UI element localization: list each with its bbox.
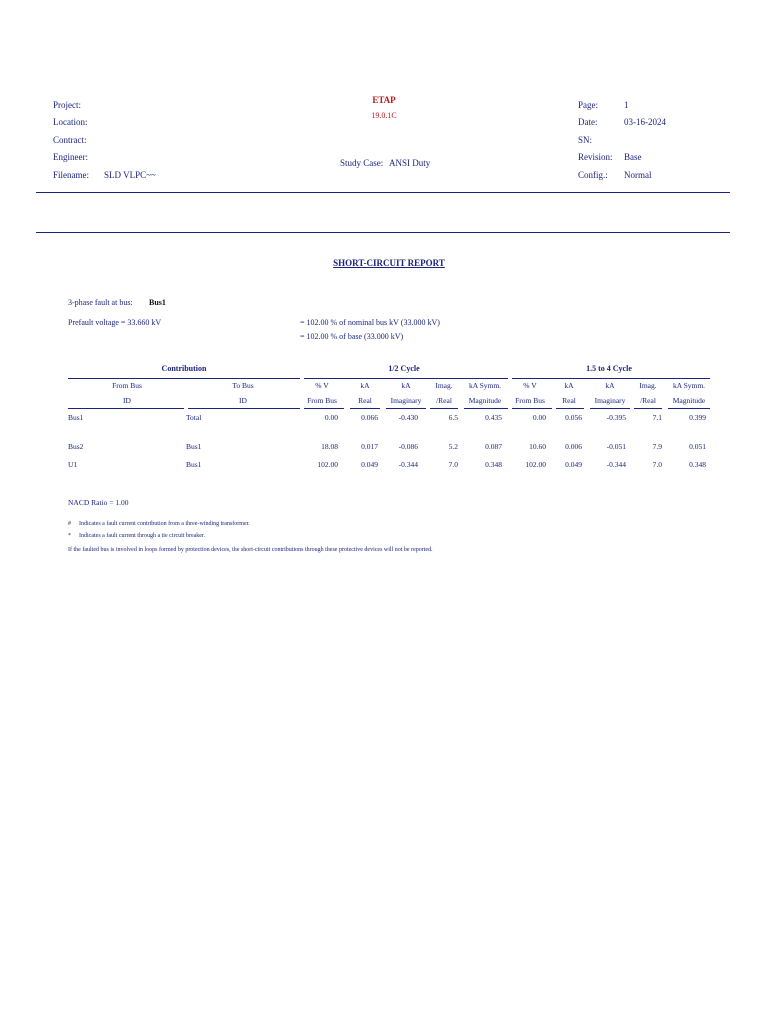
nominal-line: = 102.00 % of nominal bus kV (33.000 kV) [300,318,440,327]
star-note: Indicates a fault current through a tie circuit breaker. [79,533,206,539]
col-header-top: kA [564,381,574,390]
cycle-1-5-rule [512,378,710,379]
table-cell: 6.5 [448,413,458,422]
config-label: Config.: [578,170,608,180]
table-cell: 0.049 [565,460,582,469]
table-cell: Total [186,413,202,422]
app-name: ETAP [372,95,396,105]
table-cell: Bus1 [186,460,202,469]
table-cell: -0.344 [606,460,626,469]
hash-symbol: # [68,521,71,527]
table-cell: 7.0 [448,460,458,469]
table-cell: U1 [68,460,78,469]
revision-value: Base [624,152,642,162]
col-header-top: kA [401,381,411,390]
table-cell: 0.056 [565,413,582,422]
col-rule [590,408,630,409]
fault-bus: Bus1 [149,298,166,307]
table-cell: 18.08 [321,442,338,451]
col-header-bottom: ID [239,396,247,405]
col-header-top: kA [605,381,615,390]
filename-value: SLD VLPC~~ [104,170,156,180]
table-cell: -0.086 [398,442,418,451]
header-divider [36,192,730,193]
table-cell: 0.00 [532,413,546,422]
table-cell: 0.348 [689,460,706,469]
col-rule [464,408,508,409]
study-case-value: ANSI Duty [389,158,431,168]
nacd-ratio: NACD Ratio = 1.00 [68,498,129,507]
col-rule [634,408,662,409]
col-header-top: % V [523,381,537,390]
table-cell: 0.051 [689,442,706,451]
col-header-bottom: Magnitude [672,396,706,405]
loop-note: If the faulted bus is involved in loops formed by protection devices, the short-circuit contributions through these protective devices will not be reported. [68,547,433,553]
table-cell: 0.399 [689,413,706,422]
table-cell: 0.017 [361,442,378,451]
prefault-voltage: Prefault voltage = 33.660 kV [68,318,162,327]
project-label: Project: [53,100,81,110]
section-divider [36,232,730,233]
revision-label: Revision: [578,152,613,162]
col-header-top: Imag. [639,381,657,390]
col-header-bottom: Imaginary [594,396,626,405]
config-value: Normal [624,170,652,180]
table-cell: 0.00 [324,413,338,422]
col-rule [512,408,552,409]
col-header-top: % V [315,381,329,390]
page-value: 1 [624,100,629,110]
app-version: 19.0.1C [371,111,397,120]
table-cell: 0.087 [485,442,502,451]
group-contribution: Contribution [161,364,207,373]
group-1-5-cycle: 1.5 to 4 Cycle [586,364,632,373]
col-header-bottom: ID [123,396,131,405]
contribution-rule [68,378,300,379]
col-rule [68,408,184,409]
date-label: Date: [578,117,598,127]
col-header-bottom: Imaginary [390,396,422,405]
col-header-bottom: /Real [640,396,656,405]
table-cell: 5.2 [448,442,458,451]
col-rule [304,408,344,409]
report-title: SHORT-CIRCUIT REPORT [333,258,445,268]
hash-note: Indicates a fault current contribution from a three-winding transformer. [79,521,250,527]
table-cell: Bus1 [68,413,84,422]
fault-label: 3-phase fault at bus: [68,298,133,307]
col-header-bottom: Real [358,396,372,405]
table-cell: 0.435 [485,413,502,422]
col-header-top: Imag. [435,381,453,390]
col-header-bottom: /Real [436,396,452,405]
col-header-top: kA [360,381,370,390]
col-rule [188,408,300,409]
page-label: Page: [578,100,598,110]
date-value: 03-16-2024 [624,117,666,127]
table-cell: 0.348 [485,460,502,469]
col-rule [668,408,710,409]
table-cell: 102.00 [317,460,338,469]
half-cycle-rule [304,378,508,379]
group-half-cycle: 1/2 Cycle [388,364,420,373]
table-cell: 0.049 [361,460,378,469]
col-header-top: From Bus [112,381,142,390]
table-cell: -0.430 [398,413,418,422]
table-cell: 7.1 [652,413,662,422]
col-rule [350,408,380,409]
table-cell: 7.9 [652,442,662,451]
col-header-bottom: Magnitude [468,396,502,405]
col-header-top: kA Symm. [468,381,502,390]
star-symbol: * [68,533,71,539]
col-header-bottom: From Bus [515,396,545,405]
study-case-label: Study Case: [340,158,384,168]
contract-label: Contract: [53,135,87,145]
location-label: Location: [53,117,88,127]
table-cell: -0.395 [606,413,626,422]
col-rule [430,408,458,409]
col-header-bottom: Real [562,396,576,405]
col-rule [556,408,584,409]
table-cell: -0.344 [398,460,418,469]
base-line: = 102.00 % of base (33.000 kV) [300,332,404,341]
table-cell: 0.066 [361,413,378,422]
table-cell: -0.051 [606,442,626,451]
filename-label: Filename: [53,170,89,180]
col-header-top: kA Symm. [672,381,706,390]
table-cell: 7.0 [652,460,662,469]
table-cell: 102.00 [525,460,546,469]
table-cell: 0.006 [565,442,582,451]
table-cell: Bus1 [186,442,202,451]
col-header-bottom: From Bus [307,396,337,405]
engineer-label: Engineer: [53,152,88,162]
col-header-top: To Bus [232,381,254,390]
sn-label: SN: [578,135,593,145]
table-cell: 10.60 [529,442,546,451]
col-rule [386,408,426,409]
table-cell: Bus2 [68,442,84,451]
